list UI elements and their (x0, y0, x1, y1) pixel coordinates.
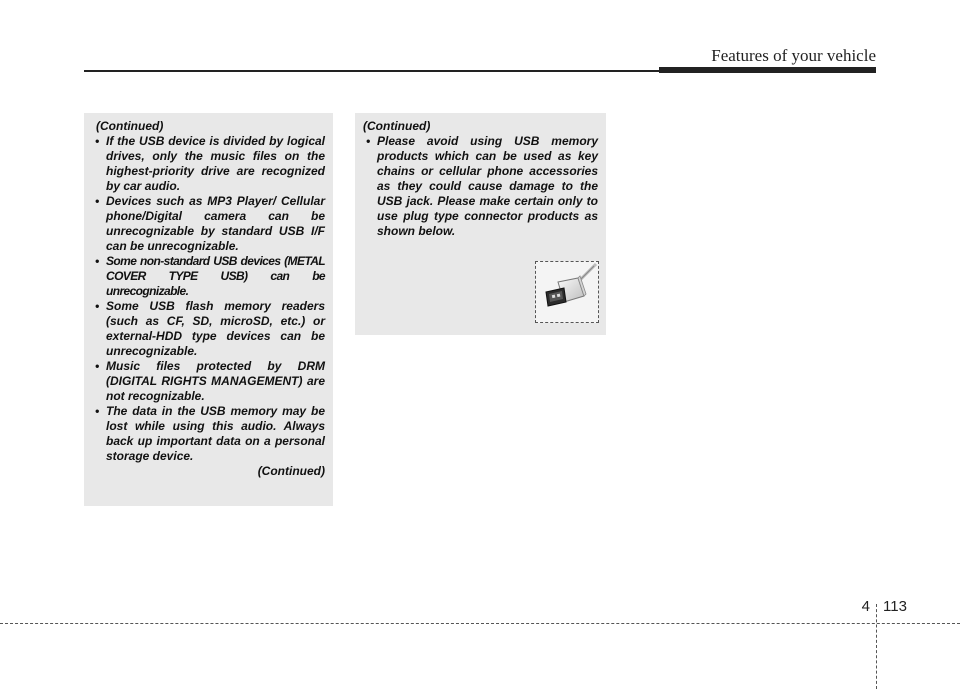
right-note-panel (355, 113, 606, 335)
list-item: • Please avoid using USB memory products which can be used as key chains or cellular phone accessories as they could cause damage to the USB jack. Please make certain only to use plug type connector products as shown below. (363, 134, 598, 239)
list-item: • Devices such as MP3 Player/ Cellular phone/Digital camera can be unrecognizable by standard USB I/F can be unrecognizable. (92, 194, 325, 254)
list-item: • If the USB device is divided by logical drives, only the music files on the highest-priority drive are recognized by car audio. (92, 134, 325, 194)
list-item: • Some USB flash memory readers (such as CF, SD, microSD, etc.) or external-HDD type devices can be unrecognizable. (92, 299, 325, 359)
usb-plug-image-frame (535, 261, 599, 323)
continued-label-top: (Continued) (96, 119, 164, 133)
header-rule-accent (659, 67, 876, 73)
page-header-title: Features of your vehicle (711, 46, 876, 65)
page-number: 113 (883, 598, 907, 615)
list-item: • The data in the USB memory may be lost while using this audio. Always back up important data on a personal storage device. (92, 404, 325, 464)
right-bullet-list (363, 134, 598, 239)
footer-rule (0, 623, 960, 624)
usb-plug-connector-icon (536, 262, 598, 322)
footer-divider (876, 604, 877, 689)
continued-label-top: (Continued) (363, 119, 431, 133)
left-bullet-list (92, 134, 325, 464)
list-item: • Some non-standard USB devices (METAL COVER TYPE USB) can be unrecognizable. (92, 254, 325, 299)
list-item: • Music files protected by DRM (DIGITAL RIGHTS MANAGEMENT) are not recognizable. (92, 359, 325, 404)
continued-label-bottom: (Continued) (257, 464, 325, 478)
chapter-number: 4 (861, 598, 870, 615)
left-note-panel (84, 113, 333, 506)
